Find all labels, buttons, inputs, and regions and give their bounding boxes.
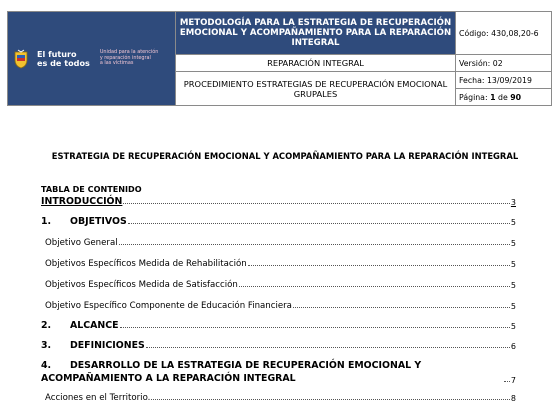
toc-entry-text: Objetivo Específico Componente de Educación Financiera [45, 301, 292, 311]
table-of-contents [41, 194, 516, 403]
toc-entry-text: Objetivos Específicos Medida de Rehabilitación [45, 259, 247, 269]
toc-entry-text: ALCANCE [70, 320, 119, 331]
toc-page-number: 5 [510, 281, 516, 290]
toc-page-number: 5 [510, 302, 516, 311]
page-indicator: Página: 1 de 90 [456, 89, 552, 106]
toc-page-number: 5 [510, 218, 516, 227]
document-date: Fecha: 13/09/2019 [456, 72, 552, 89]
toc-heading: TABLA DE CONTENIDO [41, 184, 142, 194]
document-title: ESTRATEGIA DE RECUPERACIÓN EMOCIONAL Y ACOMPAÑAMIENTO PARA LA REPARACIÓN INTEGRAL [51, 151, 519, 161]
toc-entry-number: 3. [41, 340, 52, 351]
toc-entry-introduccion[interactable] [41, 194, 516, 207]
toc-entry-text: Objetivo General [45, 238, 118, 248]
coat-of-arms-icon [13, 49, 29, 69]
toc-entry-educacion-financiera[interactable] [41, 290, 516, 311]
toc-entry-acciones-territorio[interactable] [41, 385, 516, 403]
toc-leader [120, 327, 510, 328]
toc-entry-number: 4. [41, 360, 52, 371]
logo-cell [8, 12, 176, 106]
toc-entry-text: DESARROLLO DE LA ESTRATEGIA DE RECUPERACIÓN EMOCIONAL Y ACOMPAÑAMIENTO A LA REPARACIÓN INTEGRAL [41, 360, 422, 384]
toc-leader [504, 381, 510, 382]
toc-leader [146, 347, 510, 348]
toc-leader [293, 307, 510, 308]
toc-entry-number: 2. [41, 320, 52, 331]
toc-entry-objetivos[interactable] [41, 207, 516, 227]
toc-page-number: 6 [510, 342, 516, 351]
toc-entry-text: Acciones en el Territorio. [45, 393, 151, 403]
methodology-title: METODOLOGÍA PARA LA ESTRATEGIA DE RECUPERACIÓN EMOCIONAL Y ACOMPAÑAMIENTO PARA LA REPARACIÓN INTEGRAL [176, 12, 456, 55]
toc-entry-text: DEFINICIONES [70, 340, 145, 351]
procedure-name: PROCEDIMIENTO ESTRATEGIAS DE RECUPERACIÓN EMOCIONAL GRUPALES [176, 72, 456, 106]
toc-entry-number: 1. [41, 216, 52, 227]
toc-page-number: 5 [510, 260, 516, 269]
toc-entry-alcance[interactable] [41, 311, 516, 331]
toc-leader [248, 265, 510, 266]
toc-leader [239, 286, 510, 287]
toc-leader [128, 223, 510, 224]
toc-leader [151, 399, 510, 400]
toc-entry-objetivos-rehabilitacion[interactable] [41, 248, 516, 269]
toc-entry-objetivos-satisfaccion[interactable] [41, 269, 516, 290]
toc-entry-objetivo-general[interactable] [41, 227, 516, 248]
toc-entry-definiciones[interactable] [41, 331, 516, 351]
toc-entry-text: INTRODUCCIÓN [41, 196, 123, 207]
toc-entry-text: Objetivos Específicos Medida de Satisfacción [45, 280, 238, 290]
unit-logo: Unidad para la atención y reparación integral a las víctimas [99, 49, 159, 67]
toc-page-number: 5 [510, 239, 516, 248]
toc-entry-text: OBJETIVOS [70, 216, 127, 227]
process-name: REPARACIÓN INTEGRAL [176, 55, 456, 72]
toc-page-number: 3 [510, 198, 516, 207]
toc-page-number: 8 [510, 394, 516, 403]
toc-page-number: 7 [510, 376, 516, 385]
document-header [7, 11, 552, 106]
toc-leader [119, 244, 510, 245]
toc-page-number: 5 [510, 322, 516, 331]
toc-leader [123, 203, 510, 204]
brand-logo: El futuro es de todos [37, 49, 90, 68]
toc-entry-desarrollo[interactable] [41, 351, 516, 385]
document-version: Versión: 02 [456, 55, 552, 72]
document-code: Código: 430,08,20-6 [456, 12, 552, 55]
